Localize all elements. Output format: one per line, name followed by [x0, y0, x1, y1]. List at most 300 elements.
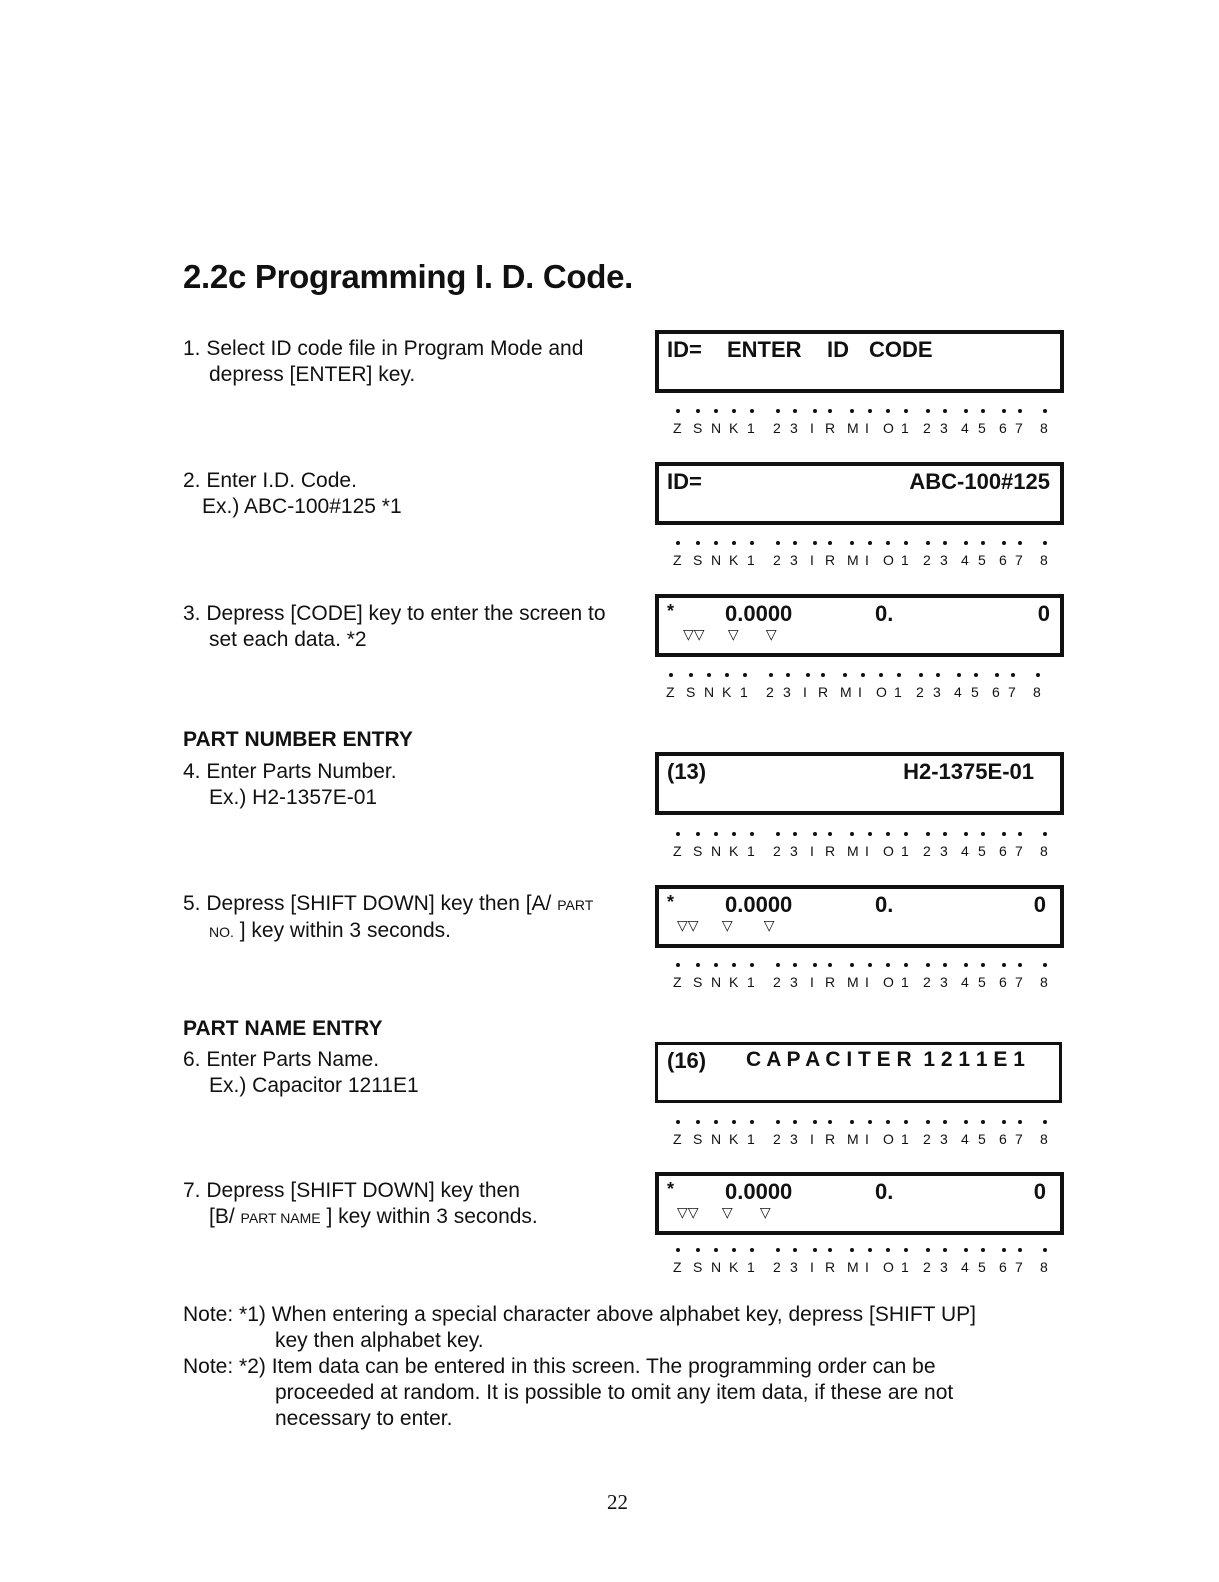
- step-6: [183, 1047, 419, 1099]
- indicator-dot: [750, 832, 754, 836]
- indicator-dot: [868, 832, 872, 836]
- indicator-dot: [868, 1248, 872, 1252]
- indicator-dot: [732, 1248, 736, 1252]
- indicator-label: K: [722, 684, 732, 700]
- indicator-dot: [1002, 963, 1006, 967]
- indicator-row: [665, 963, 1048, 997]
- indicator-dot: [868, 541, 872, 545]
- indicator-label: 8: [1040, 420, 1048, 436]
- indicator-dot: [828, 409, 832, 413]
- indicator-dot: [669, 673, 673, 677]
- step-7-line2-suffix: ] key within 3 seconds.: [320, 1205, 538, 1228]
- indicator-dot: [964, 541, 968, 545]
- indicator-label: 3: [790, 1259, 798, 1275]
- indicator-label: O: [883, 1131, 894, 1147]
- lcd-3-field-c: 0.: [875, 601, 894, 626]
- indicator-label: S: [693, 843, 703, 859]
- indicator-dot: [732, 409, 736, 413]
- indicator-label: I: [803, 684, 807, 700]
- indicator-dot: [776, 832, 780, 836]
- indicator-dot: [926, 1248, 930, 1252]
- indicator-label: 5: [971, 684, 979, 700]
- indicator-dot: [843, 673, 847, 677]
- indicator-label: 3: [790, 974, 798, 990]
- step-7: [183, 1178, 538, 1231]
- step-2: [183, 468, 402, 520]
- indicator-dot: [943, 1248, 947, 1252]
- indicator-label: 8: [1040, 1131, 1048, 1147]
- indicator-label: K: [729, 552, 739, 568]
- indicator-dot: [732, 832, 736, 836]
- indicator-dot: [828, 963, 832, 967]
- indicator-dot: [1043, 963, 1047, 967]
- indicator-label: I: [865, 552, 869, 568]
- indicator-label: M: [847, 974, 859, 990]
- indicator-label: 3: [940, 1259, 948, 1275]
- indicator-dot: [696, 541, 700, 545]
- indicator-label: I: [810, 420, 814, 436]
- step-1-line1: 1. Select ID code file in Program Mode and: [183, 337, 584, 360]
- indicator-row: [665, 541, 1048, 575]
- indicator-dot: [868, 1120, 872, 1124]
- indicator-label: O: [883, 552, 894, 568]
- indicator-dot: [995, 673, 999, 677]
- indicator-label: 2: [923, 1131, 931, 1147]
- step-7-line2: [183, 1204, 538, 1231]
- lcd-3-field-a: *: [667, 601, 675, 621]
- indicator-dot: [904, 409, 908, 413]
- indicator-label: S: [693, 974, 703, 990]
- indicator-label: O: [883, 974, 894, 990]
- indicator-label: M: [840, 684, 852, 700]
- indicator-dot: [676, 1248, 680, 1252]
- indicator-dot: [1043, 1120, 1047, 1124]
- indicator-label: 6: [999, 1259, 1007, 1275]
- indicator-label: Z: [666, 684, 675, 700]
- indicator-label: 7: [1015, 552, 1023, 568]
- indicator-dot: [926, 1120, 930, 1124]
- indicator-dot: [732, 541, 736, 545]
- indicator-label: M: [847, 1259, 859, 1275]
- lcd-4-field-a: (13): [667, 759, 707, 784]
- indicator-label: 6: [999, 1131, 1007, 1147]
- indicator-label: M: [847, 420, 859, 436]
- lcd-1-field-a: ID=: [667, 337, 702, 362]
- indicator-dot: [1002, 541, 1006, 545]
- indicator-label: 4: [961, 974, 969, 990]
- indicator-label: 7: [1015, 420, 1023, 436]
- indicator-dot: [974, 673, 978, 677]
- indicator-dot: [886, 409, 890, 413]
- indicator-label: 2: [923, 420, 931, 436]
- indicator-dot: [732, 963, 736, 967]
- step-7-line2-prefix: [B/: [209, 1205, 241, 1228]
- indicator-label: 3: [790, 1131, 798, 1147]
- indicator-label: 2: [766, 684, 774, 700]
- indicator-dot: [850, 832, 854, 836]
- indicator-label: 3: [783, 684, 791, 700]
- note-1-line2: key then alphabet key.: [275, 1329, 484, 1352]
- indicator-row: [665, 409, 1048, 443]
- indicator-dot: [714, 1248, 718, 1252]
- indicator-dot: [1043, 541, 1047, 545]
- lcd-7-field-b: 0.0000: [725, 1179, 793, 1204]
- indicator-label: 7: [1015, 1131, 1023, 1147]
- indicator-label: 8: [1040, 843, 1048, 859]
- indicator-dot: [943, 1120, 947, 1124]
- indicator-dot: [813, 1248, 817, 1252]
- indicator-label: N: [711, 552, 722, 568]
- lcd-1-field-d: CODE: [869, 337, 933, 362]
- indicator-dot: [1011, 673, 1015, 677]
- indicator-label: M: [847, 843, 859, 859]
- indicator-label: 3: [940, 420, 948, 436]
- indicator-dot: [813, 1120, 817, 1124]
- indicator-label: 1: [747, 1131, 755, 1147]
- lcd-7-field-c: 0.: [875, 1179, 894, 1204]
- indicator-dot: [868, 409, 872, 413]
- step-5-line1: [183, 892, 593, 915]
- step-7-key-label: PART NAME: [240, 1210, 321, 1226]
- indicator-dot: [714, 541, 718, 545]
- indicator-label: R: [818, 684, 829, 700]
- indicator-dot: [676, 1120, 680, 1124]
- indicator-dot: [1018, 963, 1022, 967]
- indicator-dot: [886, 541, 890, 545]
- indicator-dot: [707, 673, 711, 677]
- indicator-label: M: [847, 552, 859, 568]
- indicator-label: 4: [954, 684, 962, 700]
- lcd-6-field-a: (16): [667, 1048, 707, 1073]
- step-5-line2-text: ] key within 3 seconds.: [233, 919, 451, 942]
- indicator-dot: [850, 1248, 854, 1252]
- indicator-dot: [689, 673, 693, 677]
- indicator-label: 2: [923, 974, 931, 990]
- step-5-line2: [183, 918, 593, 945]
- indicator-dot: [957, 673, 961, 677]
- indicator-label: I: [810, 552, 814, 568]
- indicator-label: 2: [773, 1259, 781, 1275]
- indicator-dot: [813, 409, 817, 413]
- indicator-dot: [1043, 832, 1047, 836]
- note-2: [183, 1354, 953, 1432]
- indicator-dot: [793, 1248, 797, 1252]
- indicator-label: 2: [773, 974, 781, 990]
- indicator-dot: [1018, 832, 1022, 836]
- indicator-dot: [904, 1248, 908, 1252]
- indicator-dot: [981, 409, 985, 413]
- lcd-display-1: [655, 330, 1064, 393]
- indicator-label: 3: [933, 684, 941, 700]
- indicator-label: S: [686, 684, 696, 700]
- indicator-dot: [750, 1248, 754, 1252]
- indicator-dot: [714, 963, 718, 967]
- indicator-dot: [850, 541, 854, 545]
- indicator-label: O: [883, 420, 894, 436]
- indicator-dot: [981, 963, 985, 967]
- indicator-dot: [676, 963, 680, 967]
- indicator-row: [665, 1120, 1048, 1154]
- indicator-row: [665, 1248, 1048, 1282]
- indicator-label: 3: [940, 552, 948, 568]
- indicator-dot: [776, 963, 780, 967]
- indicator-dot: [861, 673, 865, 677]
- step-2-line1: 2. Enter I.D. Code.: [183, 469, 357, 492]
- indicator-label: 2: [773, 420, 781, 436]
- lcd-display-5: [655, 885, 1064, 948]
- indicator-dot: [750, 963, 754, 967]
- indicator-dot: [926, 541, 930, 545]
- step-4-line1: 4. Enter Parts Number.: [183, 760, 397, 783]
- indicator-label: 6: [999, 552, 1007, 568]
- lcd-7-cursor-markers: ▽▽ ▽ ▽: [677, 1204, 771, 1220]
- lcd-3-cursor-markers: ▽▽ ▽ ▽: [683, 626, 777, 642]
- indicator-dot: [943, 963, 947, 967]
- step-6-line1: 6. Enter Parts Name.: [183, 1048, 380, 1071]
- indicator-dot: [943, 409, 947, 413]
- step-2-line2: Ex.) ABC-100#125 *1: [202, 495, 402, 518]
- indicator-label: I: [810, 1131, 814, 1147]
- indicator-dot: [776, 409, 780, 413]
- indicator-dot: [904, 1120, 908, 1124]
- indicator-label: Z: [673, 1259, 682, 1275]
- page-number: 22: [607, 1490, 628, 1514]
- indicator-label: 6: [992, 684, 1000, 700]
- lcd-display-6: [655, 1042, 1062, 1103]
- indicator-label: 8: [1040, 1259, 1048, 1275]
- indicator-dot: [1018, 409, 1022, 413]
- indicator-label: M: [847, 1131, 859, 1147]
- lcd-display-7: [655, 1172, 1064, 1235]
- indicator-label: 5: [978, 1259, 986, 1275]
- indicator-dot: [981, 832, 985, 836]
- indicator-label: I: [865, 974, 869, 990]
- indicator-label: K: [729, 843, 739, 859]
- indicator-dot: [964, 1120, 968, 1124]
- indicator-label: 2: [773, 552, 781, 568]
- indicator-dot: [714, 409, 718, 413]
- indicator-dot: [750, 409, 754, 413]
- indicator-label: 1: [740, 684, 748, 700]
- indicator-label: 1: [747, 843, 755, 859]
- indicator-dot: [676, 541, 680, 545]
- step-1: [183, 336, 583, 388]
- indicator-dot: [793, 1120, 797, 1124]
- indicator-dot: [964, 963, 968, 967]
- indicator-dot: [1002, 1248, 1006, 1252]
- indicator-dot: [943, 541, 947, 545]
- indicator-dot: [926, 409, 930, 413]
- indicator-dot: [1036, 673, 1040, 677]
- indicator-label: O: [883, 843, 894, 859]
- indicator-label: S: [693, 1131, 703, 1147]
- note-1-line1: Note: *1) When entering a special character above alphabet key, depress [SHIFT UP]: [183, 1303, 976, 1326]
- indicator-dot: [813, 541, 817, 545]
- indicator-dot: [776, 1120, 780, 1124]
- indicator-dot: [886, 1248, 890, 1252]
- indicator-dot: [793, 409, 797, 413]
- indicator-dot: [786, 673, 790, 677]
- indicator-dot: [850, 409, 854, 413]
- indicator-label: 3: [790, 552, 798, 568]
- section-part-name: PART NAME ENTRY: [183, 1017, 383, 1040]
- indicator-dot: [696, 1120, 700, 1124]
- section-part-number: PART NUMBER ENTRY: [183, 728, 413, 751]
- indicator-label: I: [858, 684, 862, 700]
- indicator-dot: [919, 673, 923, 677]
- indicator-label: 3: [790, 420, 798, 436]
- indicator-dot: [1002, 1120, 1006, 1124]
- indicator-dot: [1018, 541, 1022, 545]
- indicator-label: 4: [961, 552, 969, 568]
- indicator-label: Z: [673, 420, 682, 436]
- indicator-dot: [943, 832, 947, 836]
- indicator-label: I: [810, 1259, 814, 1275]
- indicator-label: S: [693, 1259, 703, 1275]
- indicator-label: 1: [901, 420, 909, 436]
- indicator-dot: [828, 541, 832, 545]
- indicator-label: 2: [916, 684, 924, 700]
- indicator-dot: [696, 409, 700, 413]
- indicator-dot: [850, 1120, 854, 1124]
- indicator-label: 7: [1015, 1259, 1023, 1275]
- indicator-label: 6: [999, 420, 1007, 436]
- indicator-label: N: [711, 974, 722, 990]
- indicator-dot: [732, 1120, 736, 1124]
- indicator-label: 2: [773, 1131, 781, 1147]
- step-3: [183, 601, 606, 653]
- lcd-7-field-a: *: [667, 1179, 675, 1199]
- indicator-dot: [1043, 1248, 1047, 1252]
- indicator-dot: [676, 409, 680, 413]
- indicator-label: Z: [673, 1131, 682, 1147]
- indicator-dot: [828, 1120, 832, 1124]
- indicator-dot: [964, 832, 968, 836]
- note-1: [183, 1302, 976, 1354]
- indicator-label: O: [876, 684, 887, 700]
- indicator-label: R: [825, 1259, 836, 1275]
- indicator-dot: [868, 963, 872, 967]
- indicator-label: S: [693, 552, 703, 568]
- indicator-label: 1: [747, 1259, 755, 1275]
- lcd-display-3: [655, 594, 1064, 657]
- indicator-label: R: [825, 420, 836, 436]
- indicator-label: 4: [961, 420, 969, 436]
- indicator-label: 1: [901, 974, 909, 990]
- indicator-dot: [793, 541, 797, 545]
- indicator-label: 1: [894, 684, 902, 700]
- lcd-6-field-b: C A P A C I T E R 1 2 1 1 E 1: [746, 1048, 1025, 1071]
- indicator-label: R: [825, 974, 836, 990]
- indicator-label: N: [711, 1259, 722, 1275]
- indicator-label: 2: [923, 843, 931, 859]
- lcd-2-field-a: ID=: [667, 469, 702, 494]
- indicator-dot: [813, 963, 817, 967]
- note-2-line1: Note: *2) Item data can be entered in this screen. The programming order can be: [183, 1355, 936, 1378]
- indicator-label: 8: [1040, 552, 1048, 568]
- indicator-label: 1: [901, 843, 909, 859]
- indicator-dot: [725, 673, 729, 677]
- lcd-1-field-b: ENTER: [727, 337, 802, 362]
- indicator-dot: [750, 541, 754, 545]
- lcd-display-2: [655, 462, 1064, 525]
- lcd-5-cursor-markers: ▽▽ ▽ ▽: [677, 917, 775, 933]
- indicator-dot: [813, 832, 817, 836]
- note-2-line2: proceeded at random. It is possible to omit any item data, if these are not: [275, 1381, 954, 1404]
- indicator-label: 1: [747, 974, 755, 990]
- indicator-label: 3: [940, 974, 948, 990]
- indicator-label: 7: [1008, 684, 1016, 700]
- indicator-dot: [769, 673, 773, 677]
- indicator-label: 6: [999, 843, 1007, 859]
- indicator-row: [658, 673, 1041, 707]
- lcd-1-field-c: ID: [827, 337, 849, 362]
- indicator-label: 2: [923, 552, 931, 568]
- step-7-line1: 7. Depress [SHIFT DOWN] key then: [183, 1179, 520, 1202]
- indicator-label: R: [825, 1131, 836, 1147]
- indicator-dot: [936, 673, 940, 677]
- indicator-label: Z: [673, 974, 682, 990]
- indicator-dot: [1002, 409, 1006, 413]
- indicator-dot: [821, 673, 825, 677]
- indicator-dot: [879, 673, 883, 677]
- indicator-dot: [981, 1120, 985, 1124]
- indicator-dot: [1018, 1120, 1022, 1124]
- indicator-dot: [886, 963, 890, 967]
- indicator-label: 4: [961, 843, 969, 859]
- indicator-label: I: [865, 843, 869, 859]
- indicator-label: I: [865, 1131, 869, 1147]
- indicator-label: 2: [923, 1259, 931, 1275]
- lcd-3-field-d: 0: [1037, 601, 1050, 626]
- indicator-dot: [828, 1248, 832, 1252]
- indicator-label: Z: [673, 552, 682, 568]
- indicator-label: K: [729, 1131, 739, 1147]
- indicator-dot: [793, 832, 797, 836]
- indicator-dot: [964, 409, 968, 413]
- indicator-label: I: [865, 1259, 869, 1275]
- indicator-label: K: [729, 1259, 739, 1275]
- indicator-dot: [886, 832, 890, 836]
- indicator-dot: [981, 541, 985, 545]
- indicator-dot: [926, 832, 930, 836]
- indicator-dot: [897, 673, 901, 677]
- indicator-label: I: [810, 974, 814, 990]
- indicator-label: 3: [940, 843, 948, 859]
- indicator-dot: [1002, 832, 1006, 836]
- indicator-label: 4: [961, 1259, 969, 1275]
- indicator-label: 5: [978, 843, 986, 859]
- step-5-key-label-top: PART: [557, 897, 594, 913]
- indicator-dot: [714, 1120, 718, 1124]
- indicator-dot: [1043, 409, 1047, 413]
- indicator-label: 5: [978, 974, 986, 990]
- indicator-dot: [776, 541, 780, 545]
- indicator-label: N: [711, 843, 722, 859]
- indicator-label: N: [711, 1131, 722, 1147]
- indicator-dot: [886, 1120, 890, 1124]
- step-4-line2: Ex.) H2-1357E-01: [209, 786, 378, 809]
- indicator-dot: [793, 963, 797, 967]
- indicator-label: 5: [978, 420, 986, 436]
- indicator-label: 1: [747, 420, 755, 436]
- step-3-line1: 3. Depress [CODE] key to enter the screen to: [183, 602, 606, 625]
- indicator-label: I: [810, 843, 814, 859]
- step-6-line2: Ex.) Capacitor 1211E1: [209, 1074, 419, 1097]
- indicator-label: R: [825, 552, 836, 568]
- lcd-5-field-c: 0.: [875, 892, 894, 917]
- step-3-line2: set each data. *2: [209, 628, 367, 651]
